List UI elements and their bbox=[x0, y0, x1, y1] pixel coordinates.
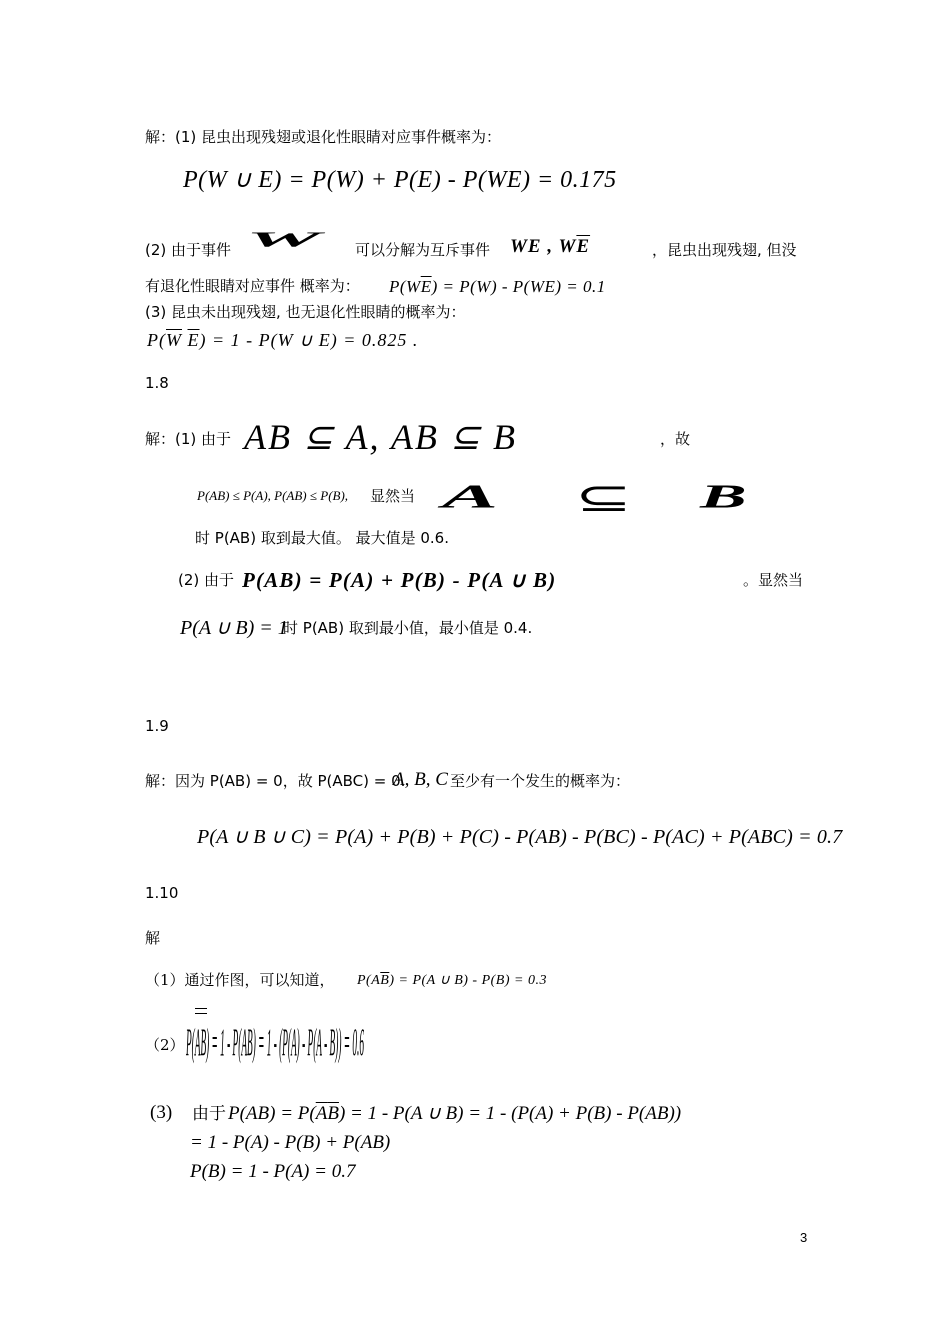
heading-1-10: 1.10 bbox=[145, 884, 179, 902]
solution-1-10-label: 解 bbox=[145, 929, 161, 947]
big-a-symbol: A bbox=[442, 476, 499, 516]
formula-neither bbox=[147, 330, 418, 351]
formula-neither-c: $\overline{E}$ bbox=[187, 330, 200, 350]
solution-1-9-line-1b: 至少有一个发生的概率为： bbox=[450, 772, 631, 790]
event-pair bbox=[510, 236, 590, 258]
solution-line-2a: (2) 由于事件 bbox=[145, 241, 232, 259]
formula-w-not-e-c: ) = P(W) - P(WE) = 0.1 bbox=[431, 277, 606, 296]
formula-a-not-b bbox=[357, 972, 547, 989]
formula-neither-d: ) = 1 - P(W ∪ E) = 0.825 . bbox=[199, 330, 419, 350]
formula-a-not-b-c: ) = P(A ∪ B) - P(B) = 0.3 bbox=[389, 973, 547, 988]
formula-inequality: P(AB) ≤ P(A), P(AB) ≤ P(B), bbox=[197, 488, 349, 503]
formula-simplified: = 1 - P(A) - P(B) + P(AB) bbox=[190, 1132, 391, 1153]
double-bar-mark bbox=[195, 1008, 207, 1014]
event-w-symbol: W bbox=[246, 228, 321, 252]
formula-complement-chain-b: $\overline{A}$ bbox=[315, 1103, 328, 1124]
formula-w-not-e-a: P(W bbox=[389, 277, 421, 296]
formula-complement-chain-a: P(AB) = P( bbox=[228, 1103, 316, 1124]
solution-line-2b: 可以分解为互斥事件 bbox=[355, 241, 491, 259]
solution-line-1: 解：(1) 昆虫出现残翅或退化性眼睛对应事件概率为： bbox=[145, 128, 502, 146]
formula-inclusion-exclusion: P(A ∪ B ∪ C) = P(A) + P(B) + P(C) - P(AB) - P(BC) - P(AC) + P(ABC) = 0.7 bbox=[197, 826, 843, 848]
formula-result: P(B) = 1 - P(A) = 0.7 bbox=[190, 1161, 356, 1182]
part-3-intro: 由于 bbox=[192, 1104, 226, 1124]
formula-a-not-b-a: P(A bbox=[357, 973, 381, 988]
formula-subset: AB ⊆ A, AB ⊆ B bbox=[244, 417, 517, 457]
solution-line-3: 有退化性眼睛对应事件 概率为： bbox=[145, 277, 360, 295]
formula-compressed: P(AB) = 1 - P(AB) = 1 - (P(A) - P(A - B)) = 0.6 bbox=[186, 1024, 364, 1066]
solution-1-8-line-1b: ，故 bbox=[660, 430, 691, 448]
formula-w-not-e bbox=[389, 277, 606, 297]
solution-1-8-line-1: 解：(1) 由于 bbox=[145, 430, 232, 448]
solution-1-8-line-5: 时 P(AB) 取到最小值，最小值是 0.4. bbox=[283, 619, 533, 637]
formula-complement-chain bbox=[228, 1102, 681, 1125]
event-pair-b: $\overline{E}$ bbox=[576, 236, 591, 257]
page-number: 3 bbox=[800, 1230, 808, 1245]
event-pair-a: WE , W bbox=[510, 236, 577, 257]
solution-1-10-line-1a: （1）通过作图，可以知道， bbox=[145, 971, 335, 989]
solution-1-9-line-1a: 解：因为 P(AB) = 0，故 P(ABC) = 0. bbox=[145, 772, 406, 790]
solution-1-10-line-2: （2） bbox=[145, 1036, 185, 1054]
solution-line-4: (3) 昆虫未出现残翅, 也无退化性眼睛的概率为： bbox=[145, 303, 466, 321]
formula-w-not-e-b: $\overline{E}$ bbox=[420, 277, 432, 296]
heading-1-8: 1.8 bbox=[145, 374, 169, 392]
formula-neither-b: $\overline{W}$ bbox=[166, 330, 182, 350]
formula-complement-chain-d: ) = 1 - P(A ∪ B) = 1 - (P(A) + P(B) - P(AB)) bbox=[338, 1103, 682, 1124]
big-subset-symbol: ⊆ bbox=[575, 475, 632, 520]
part-3-label: (3) bbox=[150, 1102, 173, 1123]
solution-1-8-line-4a: (2) 由于 bbox=[178, 571, 235, 589]
solution-1-8-line-4b: 。显然当 bbox=[743, 571, 804, 589]
formula-ab-expansion: P(AB) = P(A) + P(B) - P(A ∪ B) bbox=[242, 568, 557, 592]
formula-complement-chain-c: $\overline{B}$ bbox=[327, 1103, 339, 1124]
solution-line-2c: ，昆虫出现残翅, 但没 bbox=[652, 241, 797, 259]
formula-union-one: P(A ∪ B) = 1 bbox=[180, 617, 288, 639]
formula-abc-vars: A, B, C bbox=[393, 769, 448, 790]
solution-1-8-line-3: 时 P(AB) 取到最大值。 最大值是 0.6. bbox=[195, 529, 449, 547]
formula-neither-a: P( bbox=[147, 330, 166, 350]
formula-a-not-b-b: $\overline{B}$ bbox=[380, 973, 390, 988]
solution-1-8-line-2b: 显然当 bbox=[370, 487, 416, 505]
big-b-symbol: B bbox=[700, 476, 747, 516]
heading-1-9: 1.9 bbox=[145, 717, 169, 735]
formula-union-we: P(W ∪ E) = P(W) + P(E) - P(WE) = 0.175 bbox=[183, 167, 617, 193]
